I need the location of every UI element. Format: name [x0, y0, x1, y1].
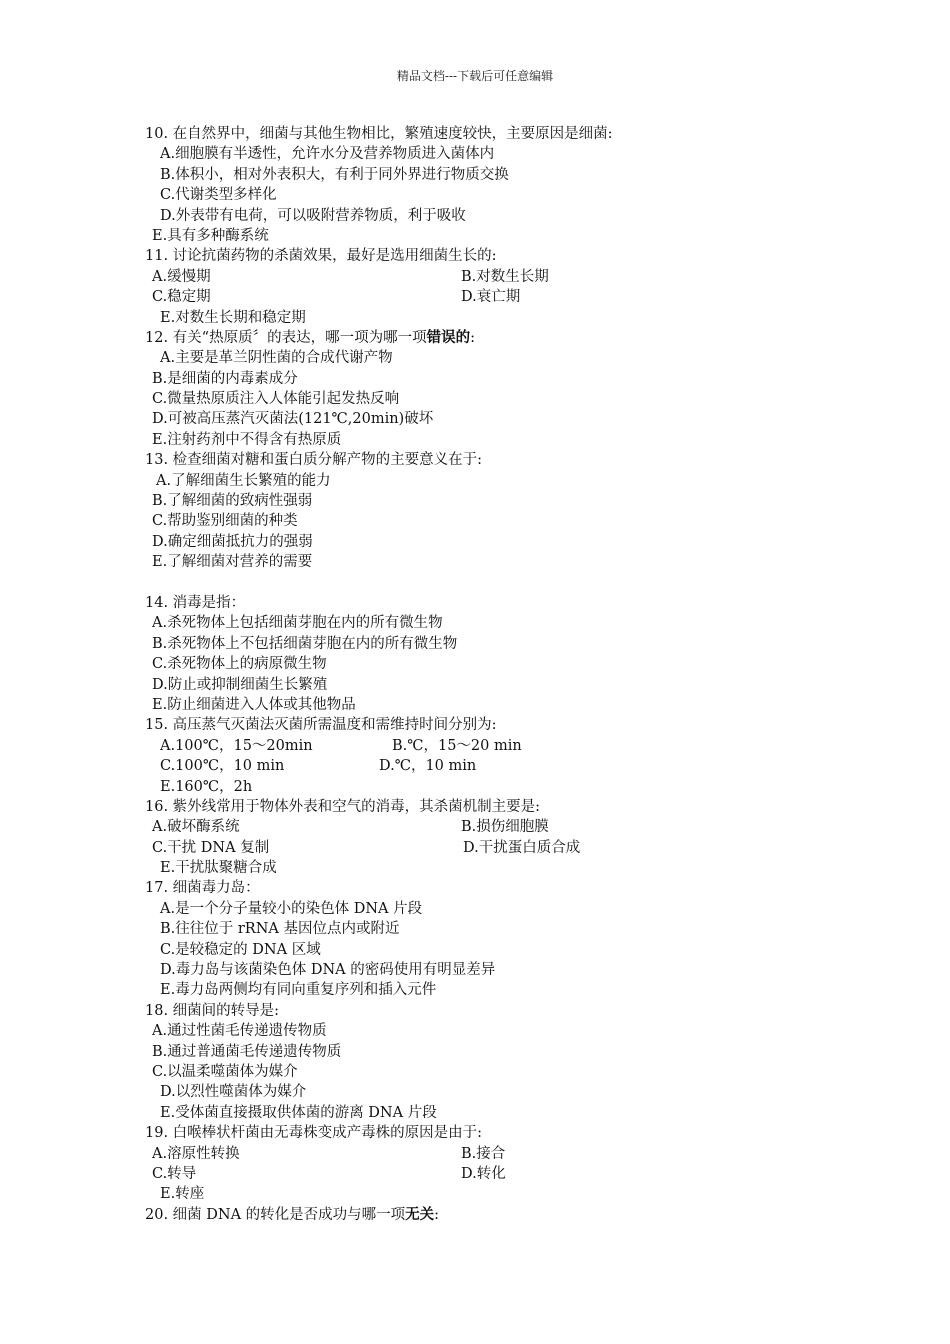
option-c: C.干扰 DNA 复制	[152, 839, 270, 856]
option-a: A.破坏酶系统	[152, 819, 240, 836]
option-row	[0, 287, 950, 307]
option-row	[0, 1021, 950, 1041]
option-row	[0, 1062, 950, 1082]
option-row	[0, 940, 950, 960]
option-row	[0, 695, 950, 715]
question-stem: 10. 在自然界中，细菌与其他生物相比，繁殖速度较快，主要原因是细菌:	[145, 126, 613, 142]
option-e: E.干扰肽聚糖合成	[160, 860, 277, 877]
option-e: E.毒力岛两侧均有同向重复序列和插入元件	[160, 982, 437, 999]
question-17	[0, 878, 950, 898]
question-stem	[145, 1205, 439, 1225]
stem-emphasis: 错误的	[426, 328, 471, 346]
option-c: C.以温柔噬菌体为媒介	[152, 1063, 298, 1080]
option-b: B.是细菌的内毒素成分	[152, 370, 298, 387]
option-row	[0, 409, 950, 429]
option-row	[0, 1144, 950, 1164]
option-a: A.是一个分子量较小的染色体 DNA 片段	[160, 900, 423, 917]
option-e: E.了解细菌对营养的需要	[152, 554, 313, 571]
option-c: C.转导	[152, 1165, 197, 1182]
option-b: B.接合	[461, 1145, 506, 1162]
option-row	[0, 817, 950, 837]
option-row	[0, 613, 950, 633]
option-d: D.外表带有电荷，可以吸附营养物质，利于吸收	[160, 207, 466, 224]
option-row	[0, 756, 950, 776]
option-b: B.损伤细胞膜	[461, 819, 549, 836]
option-e: E.防止细菌进入人体或其他物品	[152, 696, 356, 713]
option-row	[0, 430, 950, 450]
option-a: A.杀死物体上包括细菌芽胞在内的所有微生物	[152, 615, 443, 632]
option-d: D.以烈性噬菌体为媒介	[160, 1084, 307, 1101]
question-11	[0, 246, 950, 266]
option-row	[0, 919, 950, 939]
question-12	[0, 328, 950, 348]
stem-text: 12. 有关“热原质〞的表达，哪一项为哪一项	[145, 329, 427, 346]
option-d: D.防止或抑制细菌生长繁殖	[152, 676, 328, 693]
option-c: C.帮助鉴别细菌的种类	[152, 513, 298, 530]
option-row	[0, 532, 950, 552]
option-row	[0, 165, 950, 185]
option-a: A.溶原性转换	[152, 1145, 240, 1162]
page-header: 精品文档---下载后可任意编辑	[396, 69, 554, 83]
question-stem: 15. 高压蒸气灭菌法灭菌所需温度和需维持时间分别为:	[145, 717, 497, 734]
option-row	[0, 1164, 950, 1184]
option-row	[0, 206, 950, 226]
option-c: C.微量热原质注入人体能引起发热反响	[152, 391, 400, 408]
question-stem: 17. 细菌毒力岛：	[145, 880, 260, 897]
option-row	[0, 736, 950, 756]
question-18	[0, 1001, 950, 1021]
question-stem: 16. 紫外线常用于物体外表和空气的消毒，其杀菌机制主要是:	[145, 798, 541, 815]
option-d: D.转化	[461, 1165, 506, 1182]
option-row	[0, 491, 950, 511]
option-a: A.100℃，15～20min	[160, 737, 313, 754]
question-16	[0, 797, 950, 817]
option-b: B.了解细菌的致病性强弱	[152, 493, 313, 510]
option-c: C.100℃，10 min	[160, 758, 285, 775]
question-stem: 11. 讨论抗菌药物的杀菌效果，最好是选用细菌生长的:	[145, 248, 497, 265]
option-b: B.体积小，相对外表积大，有利于同外界进行物质交换	[160, 166, 509, 183]
option-e: E.注射药剂中不得含有热原质	[152, 431, 342, 448]
question-14	[0, 593, 950, 613]
option-a: A.主要是革兰阴性菌的合成代谢产物	[160, 350, 393, 367]
option-row	[0, 348, 950, 368]
question-stem: 14. 消毒是指：	[145, 594, 246, 611]
option-row	[0, 858, 950, 878]
option-a: A.通过性菌毛传递遗传物质	[152, 1023, 327, 1040]
option-row	[0, 1042, 950, 1062]
question-stem: 19. 白喉棒状杆菌由无毒株变成产毒株的原因是由于:	[145, 1125, 483, 1142]
option-e: E.转座	[160, 1186, 205, 1203]
option-b: B.杀死物体上不包括细菌芽胞在内的所有微生物	[152, 635, 458, 652]
option-b: B.往往位于 rRNA 基因位点内或附近	[160, 921, 400, 938]
stem-text: :	[470, 329, 475, 346]
option-row	[0, 960, 950, 980]
option-a: A.缓慢期	[152, 268, 211, 285]
option-b: B.通过普通菌毛传递遗传物质	[152, 1043, 342, 1060]
spacer	[0, 573, 950, 593]
option-d: D.毒力岛与该菌染色体 DNA 的密码使用有明显差异	[160, 962, 496, 979]
question-19	[0, 1123, 950, 1143]
question-15	[0, 715, 950, 735]
option-c: C.杀死物体上的病原微生物	[152, 656, 327, 673]
option-row	[0, 1082, 950, 1102]
option-row	[0, 777, 950, 797]
option-c: C.代谢类型多样化	[160, 187, 277, 204]
option-row	[0, 1184, 950, 1204]
option-row	[0, 144, 950, 164]
option-b: B.℃，15～20 min	[392, 737, 522, 754]
stem-text: 20. 细菌 DNA 的转化是否成功与哪一项	[145, 1206, 406, 1223]
option-row	[0, 634, 950, 654]
option-row	[0, 980, 950, 1000]
option-row	[0, 654, 950, 674]
option-row	[0, 185, 950, 205]
question-20	[0, 1205, 950, 1225]
option-row	[0, 899, 950, 919]
option-row	[0, 511, 950, 531]
stem-emphasis: 无关	[405, 1205, 435, 1223]
option-row	[0, 226, 950, 246]
option-e: E.受体菌直接摄取供体菌的游离 DNA 片段	[160, 1104, 437, 1121]
question-list	[0, 124, 950, 1225]
option-row	[0, 552, 950, 572]
stem-text: :	[434, 1206, 440, 1223]
question-stem: 18. 细菌间的转导是:	[145, 1002, 280, 1019]
option-a: A.细胞膜有半透性，允许水分及营养物质进入菌体内	[160, 146, 495, 163]
option-d: D.℃，10 min	[379, 758, 477, 775]
option-d: D.确定细菌抵抗力的强弱	[152, 533, 313, 550]
option-c: C.稳定期	[152, 289, 211, 306]
option-row	[0, 471, 950, 491]
option-a: A.了解细菌生长繁殖的能力	[156, 472, 331, 489]
option-row	[0, 267, 950, 287]
question-10	[0, 124, 950, 144]
question-stem	[145, 328, 475, 348]
option-e: E.160℃，2h	[160, 778, 253, 795]
option-d: D.干扰蛋白质合成	[463, 839, 581, 856]
option-d: D.衰亡期	[461, 289, 521, 306]
option-b: B.对数生长期	[461, 268, 549, 285]
option-d: D.可被高压蒸汽灭菌法(121℃,20min)破坏	[152, 411, 434, 428]
option-c: C.是较稳定的 DNA 区域	[160, 941, 321, 958]
option-row	[0, 838, 950, 858]
option-e: E.对数生长期和稳定期	[160, 309, 306, 326]
option-row	[0, 675, 950, 695]
question-13	[0, 450, 950, 470]
option-row	[0, 369, 950, 389]
option-e: E.具有多种酶系统	[152, 227, 269, 244]
option-row	[0, 1103, 950, 1123]
option-row	[0, 308, 950, 328]
option-row	[0, 389, 950, 409]
question-stem: 13. 检查细菌对糖和蛋白质分解产物的主要意义在于:	[145, 452, 483, 469]
